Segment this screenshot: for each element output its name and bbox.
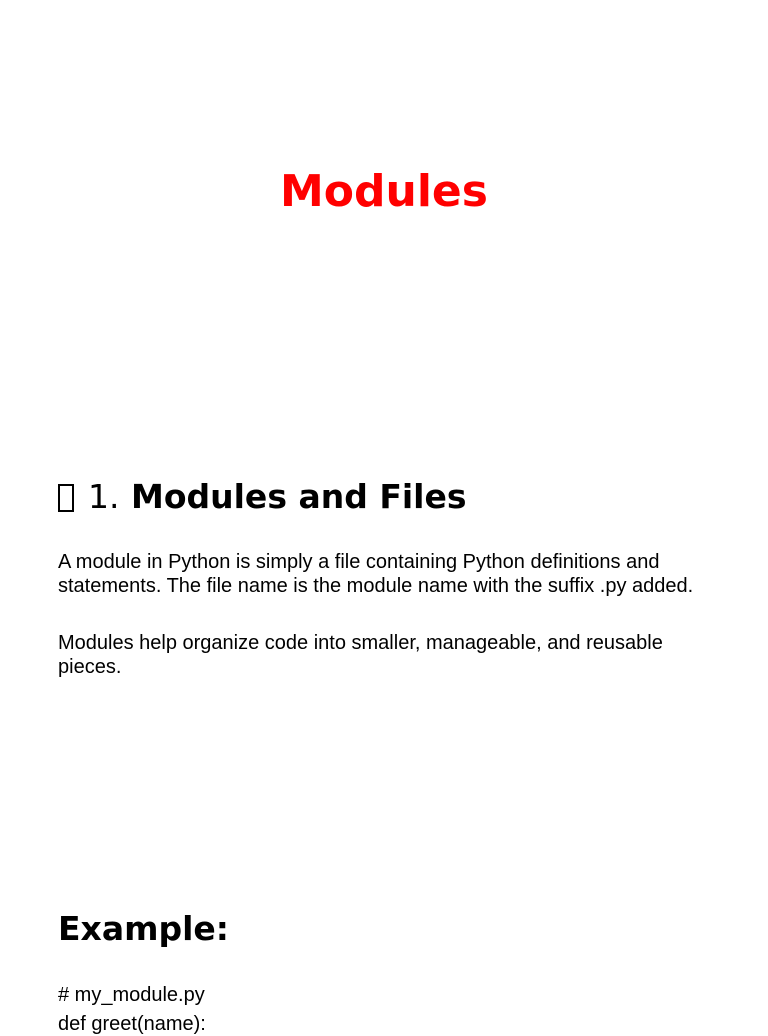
page-title: Modules — [280, 166, 488, 217]
paragraph-module-definition: A module in Python is simply a file containing Python definitions and statements. The file name is the module name with the suffix .py added. — [58, 551, 694, 597]
code-line: # my_module.py — [58, 984, 205, 1006]
example-heading: Example: — [58, 909, 229, 948]
section-heading-text: Modules and Files — [131, 477, 467, 516]
paragraph-module-purpose: Modules help organize code into smaller, manageable, and reusable pieces. — [58, 632, 663, 678]
section-heading — [58, 474, 467, 520]
missing-glyph-icon — [58, 484, 74, 512]
section-number: 1. — [88, 477, 120, 516]
code-line: def greet(name): — [58, 1013, 206, 1035]
